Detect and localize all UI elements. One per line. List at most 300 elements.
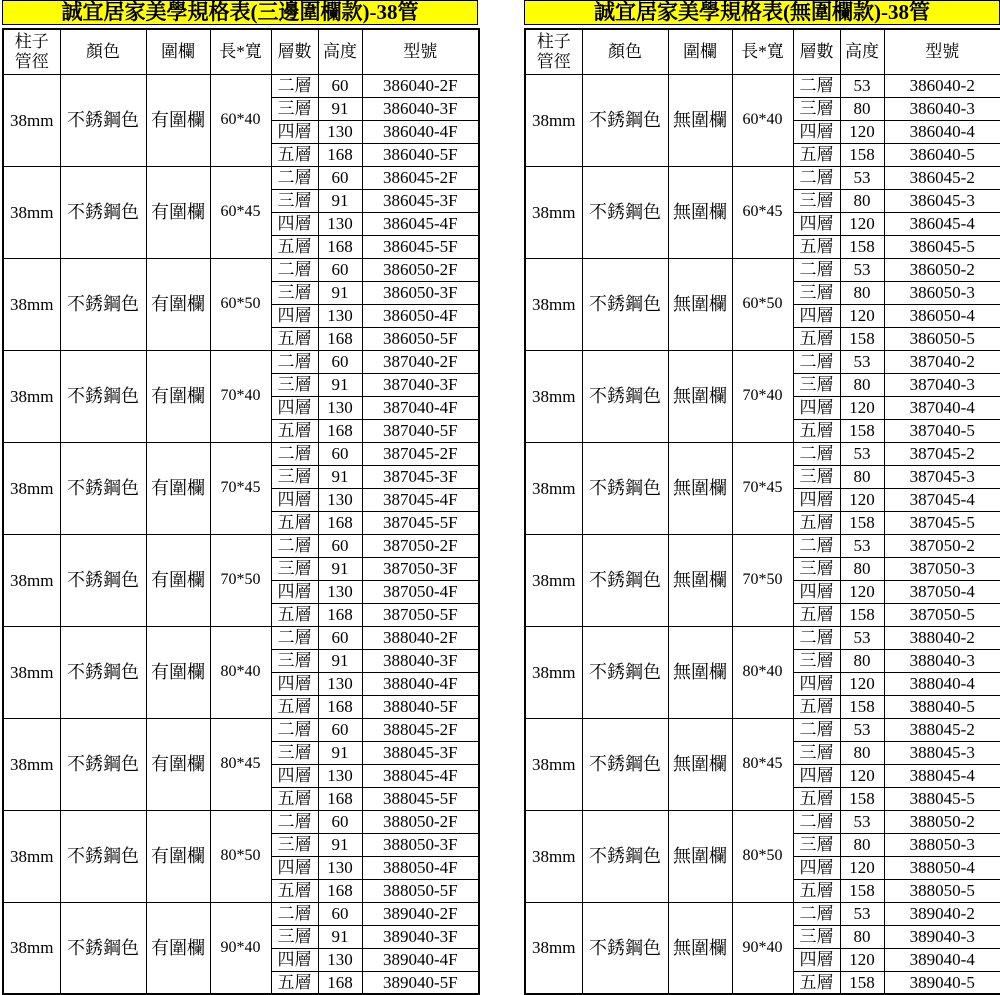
layer-cell: 三層 [793, 189, 840, 212]
layer-cell: 四層 [271, 580, 318, 603]
model-cell: 388050-4F [362, 856, 479, 879]
layer-cell: 四層 [271, 120, 318, 143]
layer-cell: 五層 [793, 787, 840, 810]
height-cell: 168 [318, 235, 362, 258]
layer-cell: 五層 [793, 143, 840, 166]
pipe-diameter-cell: 38mm [525, 350, 582, 442]
height-cell: 168 [318, 327, 362, 350]
layer-cell: 二層 [793, 166, 840, 189]
layer-cell: 三層 [793, 97, 840, 120]
color-cell: 不銹鋼色 [582, 166, 668, 258]
layer-cell: 二層 [793, 626, 840, 649]
spec-row [3, 534, 479, 557]
layer-cell: 三層 [271, 925, 318, 948]
size-cell: 90*40 [732, 902, 793, 994]
height-cell: 60 [318, 718, 362, 741]
size-cell: 80*40 [732, 626, 793, 718]
model-cell: 387040-2 [884, 350, 1000, 373]
layer-cell: 四層 [793, 304, 840, 327]
fence-cell: 無圍欄 [668, 626, 732, 718]
height-cell: 158 [840, 511, 884, 534]
spec-row [525, 810, 1000, 833]
fence-cell: 有圍欄 [146, 902, 210, 994]
pipe-diameter-cell: 38mm [3, 258, 60, 350]
height-cell: 158 [840, 235, 884, 258]
layer-cell: 五層 [793, 971, 840, 994]
model-cell: 389040-4 [884, 948, 1000, 971]
height-cell: 80 [840, 833, 884, 856]
height-cell: 91 [318, 649, 362, 672]
height-cell: 80 [840, 741, 884, 764]
model-cell: 387040-2F [362, 350, 479, 373]
model-cell: 388045-3 [884, 741, 1000, 764]
fence-cell: 無圍欄 [668, 258, 732, 350]
color-cell: 不銹鋼色 [60, 258, 146, 350]
layer-cell: 四層 [793, 764, 840, 787]
layer-cell: 五層 [271, 511, 318, 534]
pipe-diameter-cell: 38mm [525, 258, 582, 350]
header-height: 高度 [318, 29, 362, 74]
layer-cell: 四層 [793, 396, 840, 419]
color-cell: 不銹鋼色 [60, 350, 146, 442]
model-cell: 386045-4F [362, 212, 479, 235]
height-cell: 91 [318, 281, 362, 304]
pipe-diameter-cell: 38mm [3, 902, 60, 994]
color-cell: 不銹鋼色 [60, 74, 146, 166]
model-cell: 388045-2F [362, 718, 479, 741]
pipe-diameter-cell: 38mm [525, 626, 582, 718]
height-cell: 158 [840, 879, 884, 902]
header-height: 高度 [840, 29, 884, 74]
size-cell: 70*45 [732, 442, 793, 534]
spec-row [3, 74, 479, 97]
layer-cell: 三層 [271, 557, 318, 580]
height-cell: 91 [318, 189, 362, 212]
height-cell: 53 [840, 718, 884, 741]
pipe-diameter-cell: 38mm [3, 810, 60, 902]
model-cell: 387045-5F [362, 511, 479, 534]
height-cell: 158 [840, 603, 884, 626]
layer-cell: 三層 [271, 741, 318, 764]
height-cell: 158 [840, 695, 884, 718]
model-cell: 388045-5 [884, 787, 1000, 810]
pipe-diameter-cell: 38mm [3, 74, 60, 166]
size-cell: 80*50 [210, 810, 271, 902]
table-title-no-fence: 誠宜居家美學規格表(無圍欄款)-38管 [524, 0, 1000, 25]
height-cell: 91 [318, 741, 362, 764]
spec-row [525, 718, 1000, 741]
spec-row [525, 442, 1000, 465]
layer-cell: 五層 [271, 879, 318, 902]
model-cell: 388045-3F [362, 741, 479, 764]
height-cell: 80 [840, 281, 884, 304]
size-cell: 70*45 [210, 442, 271, 534]
layer-cell: 二層 [793, 534, 840, 557]
height-cell: 168 [318, 419, 362, 442]
layer-cell: 二層 [271, 258, 318, 281]
layer-cell: 三層 [793, 741, 840, 764]
height-cell: 91 [318, 925, 362, 948]
color-cell: 不銹鋼色 [582, 902, 668, 994]
model-cell: 388040-2 [884, 626, 1000, 649]
height-cell: 158 [840, 143, 884, 166]
height-cell: 60 [318, 166, 362, 189]
height-cell: 130 [318, 948, 362, 971]
model-cell: 389040-5F [362, 971, 479, 994]
height-cell: 120 [840, 580, 884, 603]
height-cell: 60 [318, 534, 362, 557]
layer-cell: 二層 [271, 166, 318, 189]
model-cell: 388040-5F [362, 695, 479, 718]
height-cell: 53 [840, 258, 884, 281]
layer-cell: 五層 [793, 511, 840, 534]
spec-table-with-fence [2, 0, 478, 995]
model-cell: 387040-4F [362, 396, 479, 419]
layer-cell: 三層 [793, 833, 840, 856]
pipe-diameter-cell: 38mm [3, 350, 60, 442]
color-cell: 不銹鋼色 [582, 74, 668, 166]
layer-cell: 二層 [271, 350, 318, 373]
layer-cell: 三層 [793, 373, 840, 396]
height-cell: 53 [840, 810, 884, 833]
height-cell: 168 [318, 695, 362, 718]
fence-cell: 有圍欄 [146, 442, 210, 534]
fence-cell: 無圍欄 [668, 718, 732, 810]
size-cell: 70*40 [210, 350, 271, 442]
layer-cell: 四層 [271, 672, 318, 695]
header-model: 型號 [362, 29, 479, 74]
header-fence: 圍欄 [146, 29, 210, 74]
model-cell: 386040-4F [362, 120, 479, 143]
layer-cell: 三層 [793, 557, 840, 580]
layer-cell: 五層 [271, 787, 318, 810]
size-cell: 70*40 [732, 350, 793, 442]
height-cell: 130 [318, 672, 362, 695]
layer-cell: 三層 [793, 465, 840, 488]
height-cell: 53 [840, 74, 884, 97]
height-cell: 60 [318, 258, 362, 281]
fence-cell: 有圍欄 [146, 258, 210, 350]
height-cell: 168 [318, 787, 362, 810]
model-cell: 387045-4F [362, 488, 479, 511]
pipe-diameter-cell: 38mm [3, 626, 60, 718]
fence-cell: 有圍欄 [146, 718, 210, 810]
color-cell: 不銹鋼色 [582, 810, 668, 902]
layer-cell: 三層 [271, 833, 318, 856]
layer-cell: 二層 [793, 718, 840, 741]
fence-cell: 無圍欄 [668, 74, 732, 166]
header-layers: 層數 [793, 29, 840, 74]
pipe-diameter-cell: 38mm [525, 534, 582, 626]
layer-cell: 四層 [271, 304, 318, 327]
header-model: 型號 [884, 29, 1000, 74]
header-pipe-line1: 柱子 [536, 32, 571, 52]
size-cell: 60*45 [732, 166, 793, 258]
model-cell: 386050-4F [362, 304, 479, 327]
height-cell: 91 [318, 373, 362, 396]
model-cell: 386040-4 [884, 120, 1000, 143]
color-cell: 不銹鋼色 [582, 626, 668, 718]
fence-cell: 無圍欄 [668, 350, 732, 442]
model-cell: 386040-2F [362, 74, 479, 97]
model-cell: 388040-4F [362, 672, 479, 695]
model-cell: 387040-3F [362, 373, 479, 396]
color-cell: 不銹鋼色 [582, 350, 668, 442]
pipe-diameter-cell: 38mm [3, 718, 60, 810]
model-cell: 387040-3 [884, 373, 1000, 396]
model-cell: 387040-4 [884, 396, 1000, 419]
model-cell: 389040-3 [884, 925, 1000, 948]
size-cell: 90*40 [210, 902, 271, 994]
layer-cell: 二層 [793, 74, 840, 97]
height-cell: 158 [840, 787, 884, 810]
height-cell: 80 [840, 925, 884, 948]
header-pipe-line2: 管徑 [14, 51, 49, 71]
model-cell: 387045-3 [884, 465, 1000, 488]
header-size: 長*寬 [732, 29, 793, 74]
height-cell: 80 [840, 97, 884, 120]
height-cell: 158 [840, 327, 884, 350]
layer-cell: 二層 [271, 902, 318, 925]
model-cell: 389040-3F [362, 925, 479, 948]
spec-row [525, 258, 1000, 281]
model-cell: 386045-4 [884, 212, 1000, 235]
model-cell: 388045-5F [362, 787, 479, 810]
model-cell: 387045-2F [362, 442, 479, 465]
size-cell: 60*40 [210, 74, 271, 166]
height-cell: 53 [840, 902, 884, 925]
pipe-diameter-cell: 38mm [3, 166, 60, 258]
model-cell: 386040-5F [362, 143, 479, 166]
height-cell: 53 [840, 626, 884, 649]
header-pipe-line1: 柱子 [14, 32, 49, 52]
layer-cell: 三層 [793, 281, 840, 304]
layer-cell: 二層 [271, 810, 318, 833]
spec-grid-no-fence [524, 28, 1000, 995]
model-cell: 388050-3 [884, 833, 1000, 856]
height-cell: 168 [318, 511, 362, 534]
spec-row [3, 350, 479, 373]
height-cell: 120 [840, 672, 884, 695]
color-cell: 不銹鋼色 [60, 166, 146, 258]
height-cell: 168 [318, 603, 362, 626]
height-cell: 80 [840, 189, 884, 212]
layer-cell: 四層 [271, 212, 318, 235]
size-cell: 80*50 [732, 810, 793, 902]
model-cell: 388045-4 [884, 764, 1000, 787]
height-cell: 158 [840, 419, 884, 442]
fence-cell: 有圍欄 [146, 166, 210, 258]
model-cell: 388040-3 [884, 649, 1000, 672]
model-cell: 388040-2F [362, 626, 479, 649]
layer-cell: 三層 [793, 925, 840, 948]
model-cell: 386040-3F [362, 97, 479, 120]
header-pipe-line2: 管徑 [536, 51, 571, 71]
fence-cell: 有圍欄 [146, 626, 210, 718]
model-cell: 386050-4 [884, 304, 1000, 327]
height-cell: 168 [318, 143, 362, 166]
model-cell: 386045-2 [884, 166, 1000, 189]
height-cell: 53 [840, 166, 884, 189]
model-cell: 386045-5 [884, 235, 1000, 258]
color-cell: 不銹鋼色 [60, 626, 146, 718]
header-pipe-diameter [525, 29, 582, 74]
model-cell: 386045-2F [362, 166, 479, 189]
height-cell: 60 [318, 810, 362, 833]
model-cell: 388050-3F [362, 833, 479, 856]
header-row [525, 29, 1000, 74]
color-cell: 不銹鋼色 [582, 534, 668, 626]
layer-cell: 四層 [793, 856, 840, 879]
model-cell: 387040-5 [884, 419, 1000, 442]
fence-cell: 無圍欄 [668, 442, 732, 534]
layer-cell: 三層 [793, 649, 840, 672]
header-color: 顏色 [60, 29, 146, 74]
height-cell: 130 [318, 488, 362, 511]
height-cell: 168 [318, 971, 362, 994]
height-cell: 130 [318, 304, 362, 327]
size-cell: 80*45 [732, 718, 793, 810]
layer-cell: 四層 [793, 948, 840, 971]
pipe-diameter-cell: 38mm [525, 718, 582, 810]
layer-cell: 五層 [793, 327, 840, 350]
table-title-with-fence: 誠宜居家美學規格表(三邊圍欄款)-38管 [2, 0, 478, 25]
spec-grid-with-fence [2, 28, 480, 995]
height-cell: 168 [318, 879, 362, 902]
model-cell: 386050-2 [884, 258, 1000, 281]
pipe-diameter-cell: 38mm [3, 534, 60, 626]
height-cell: 130 [318, 856, 362, 879]
spec-row [3, 718, 479, 741]
model-cell: 386050-3F [362, 281, 479, 304]
pipe-diameter-cell: 38mm [525, 810, 582, 902]
fence-cell: 有圍欄 [146, 810, 210, 902]
height-cell: 120 [840, 304, 884, 327]
spec-table-no-fence [524, 0, 1000, 995]
fence-cell: 無圍欄 [668, 902, 732, 994]
layer-cell: 四層 [793, 488, 840, 511]
color-cell: 不銹鋼色 [582, 442, 668, 534]
height-cell: 53 [840, 534, 884, 557]
size-cell: 70*50 [732, 534, 793, 626]
size-cell: 60*45 [210, 166, 271, 258]
height-cell: 130 [318, 212, 362, 235]
spec-row [525, 166, 1000, 189]
height-cell: 120 [840, 396, 884, 419]
spec-row [3, 166, 479, 189]
height-cell: 120 [840, 764, 884, 787]
spec-row [525, 350, 1000, 373]
model-cell: 387045-5 [884, 511, 1000, 534]
fence-cell: 有圍欄 [146, 350, 210, 442]
layer-cell: 二層 [793, 258, 840, 281]
model-cell: 388040-3F [362, 649, 479, 672]
layer-cell: 四層 [793, 580, 840, 603]
spec-row [3, 810, 479, 833]
height-cell: 80 [840, 649, 884, 672]
layer-cell: 三層 [271, 649, 318, 672]
model-cell: 387045-2 [884, 442, 1000, 465]
fence-cell: 無圍欄 [668, 810, 732, 902]
layer-cell: 二層 [793, 902, 840, 925]
header-layers: 層數 [271, 29, 318, 74]
model-cell: 387050-5 [884, 603, 1000, 626]
model-cell: 387050-3F [362, 557, 479, 580]
model-cell: 389040-5 [884, 971, 1000, 994]
size-cell: 80*45 [210, 718, 271, 810]
layer-cell: 五層 [793, 419, 840, 442]
model-cell: 388050-4 [884, 856, 1000, 879]
model-cell: 388040-4 [884, 672, 1000, 695]
fence-cell: 無圍欄 [668, 534, 732, 626]
height-cell: 120 [840, 212, 884, 235]
model-cell: 387050-3 [884, 557, 1000, 580]
height-cell: 80 [840, 465, 884, 488]
fence-cell: 無圍欄 [668, 166, 732, 258]
model-cell: 386045-5F [362, 235, 479, 258]
layer-cell: 五層 [793, 603, 840, 626]
model-cell: 388050-2F [362, 810, 479, 833]
header-pipe-diameter [3, 29, 60, 74]
model-cell: 386050-5 [884, 327, 1000, 350]
height-cell: 130 [318, 396, 362, 419]
height-cell: 60 [318, 350, 362, 373]
model-cell: 387050-2 [884, 534, 1000, 557]
model-cell: 388050-5F [362, 879, 479, 902]
model-cell: 387050-5F [362, 603, 479, 626]
model-cell: 387045-3F [362, 465, 479, 488]
layer-cell: 二層 [793, 810, 840, 833]
spec-row [525, 902, 1000, 925]
spec-row [3, 902, 479, 925]
layer-cell: 二層 [271, 74, 318, 97]
height-cell: 60 [318, 902, 362, 925]
header-color: 顏色 [582, 29, 668, 74]
model-cell: 387050-4F [362, 580, 479, 603]
height-cell: 60 [318, 74, 362, 97]
size-cell: 60*50 [210, 258, 271, 350]
layer-cell: 四層 [271, 396, 318, 419]
model-cell: 389040-2 [884, 902, 1000, 925]
model-cell: 388050-2 [884, 810, 1000, 833]
color-cell: 不銹鋼色 [60, 902, 146, 994]
layer-cell: 五層 [271, 603, 318, 626]
layer-cell: 三層 [271, 97, 318, 120]
model-cell: 388040-5 [884, 695, 1000, 718]
model-cell: 386050-3 [884, 281, 1000, 304]
spec-row [525, 74, 1000, 97]
pipe-diameter-cell: 38mm [525, 442, 582, 534]
layer-cell: 四層 [271, 948, 318, 971]
color-cell: 不銹鋼色 [60, 442, 146, 534]
model-cell: 386045-3 [884, 189, 1000, 212]
size-cell: 70*50 [210, 534, 271, 626]
layer-cell: 二層 [793, 442, 840, 465]
model-cell: 388045-4F [362, 764, 479, 787]
color-cell: 不銹鋼色 [582, 258, 668, 350]
model-cell: 387040-5F [362, 419, 479, 442]
height-cell: 120 [840, 120, 884, 143]
model-cell: 388045-2 [884, 718, 1000, 741]
layer-cell: 二層 [271, 718, 318, 741]
height-cell: 120 [840, 856, 884, 879]
layer-cell: 五層 [271, 695, 318, 718]
height-cell: 130 [318, 764, 362, 787]
model-cell: 387050-2F [362, 534, 479, 557]
layer-cell: 三層 [271, 189, 318, 212]
fence-cell: 有圍欄 [146, 534, 210, 626]
layer-cell: 三層 [271, 281, 318, 304]
